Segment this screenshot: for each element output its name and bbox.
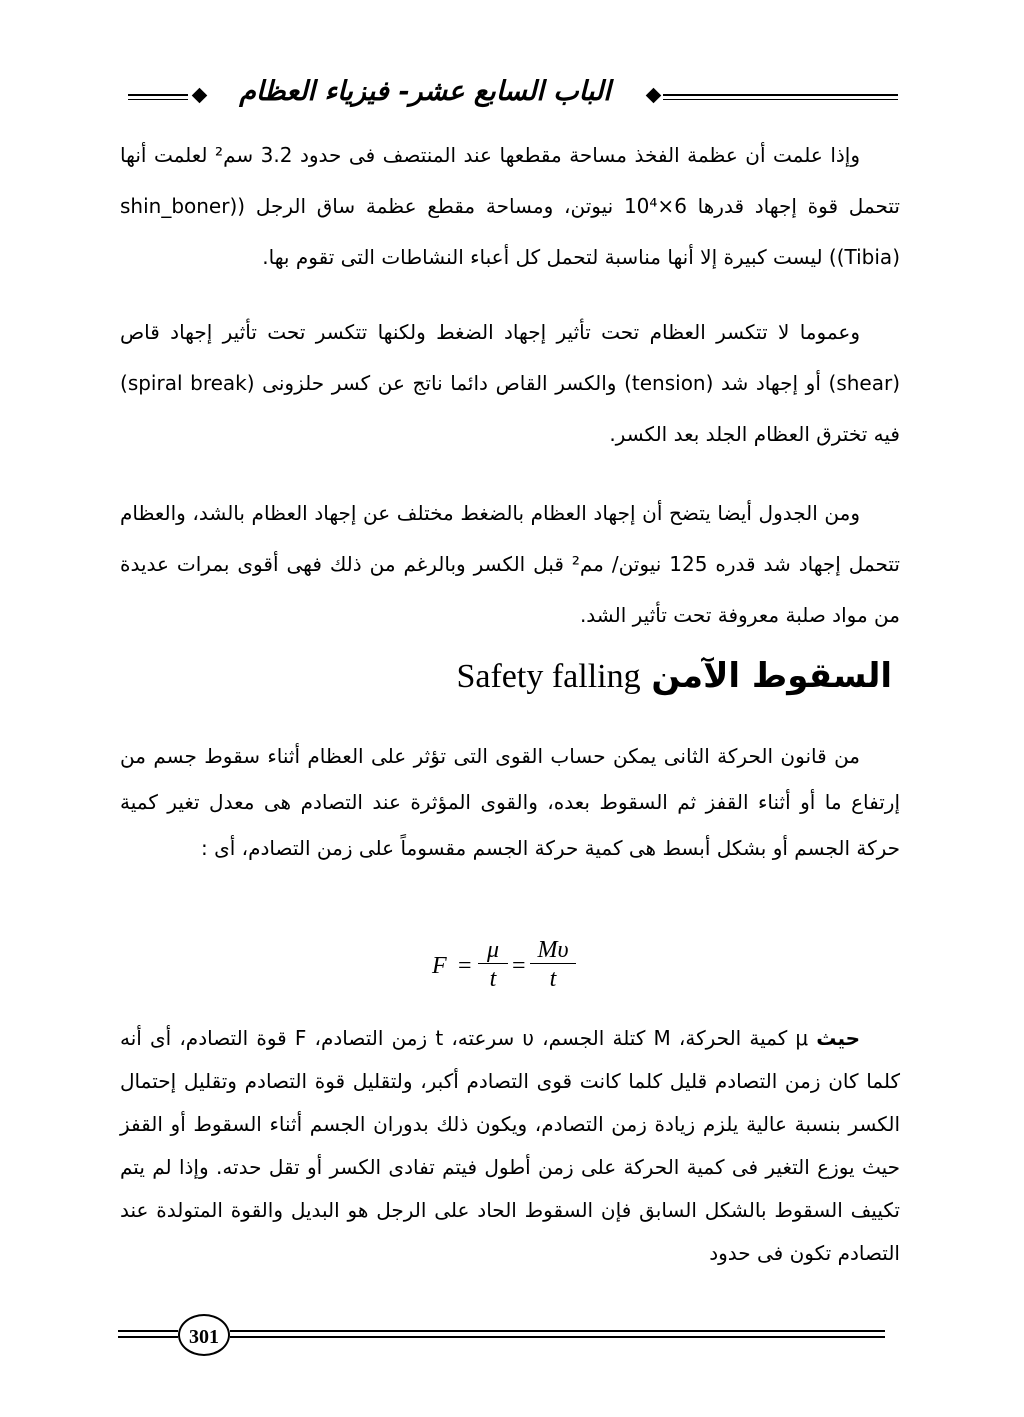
equation-fraction-1	[478, 937, 508, 994]
variables-explanation	[120, 1017, 900, 1275]
paragraph-collision-time	[120, 1017, 900, 1275]
equation-equals-1: =	[458, 953, 472, 979]
equation-lhs: F	[432, 953, 447, 979]
section-heading-arabic: السقوط الآمن	[651, 656, 892, 696]
page-footer	[118, 1312, 888, 1362]
header-rule-left	[128, 94, 188, 100]
equation-fraction-2	[530, 937, 576, 994]
page-number: 301	[178, 1314, 230, 1356]
force-equation	[428, 935, 578, 997]
fraction-2-numerator: Mυ	[530, 937, 576, 964]
fraction-1-denominator: t	[489, 966, 497, 992]
paragraph-collision-body: μ كمية الحركة، M كتلة الجسم، υ سرعته، t زمن التصادم، F قوة التصادم، أى أنه كلما كان زمن التصادم قليل كلما كانت قوى التصادم أكبر، ولتقليل قوة التصادم وتقليل إحتمال الكسر بنسبة عالية يلزم زيادة زمن التصادم، ويكون ذلك بدوران الجسم أثناء السقوط أو القفز حيث يوزع التغير فى كمية الحركة على زمن أطول فيتم تفادى الكسر أو تقل حدته. وإذا لم يتم تكييف السقوط بالشكل السابق فإن السقوط الحاد على الرجل هو البديل والقوة المتولدة عند التصادم تكون فى حدود	[120, 1026, 900, 1265]
footer-rule-right	[230, 1330, 885, 1338]
section-heading-english: Safety falling	[456, 658, 641, 695]
paragraph-femur-strength: وإذا علمت أن عظمة الفخذ مساحة مقطعها عند المنتصف فى حدود 3.2 سم² لعلمت أنها تتحمل قوة إجهاد قدرها 6×10⁴ نيوتن، ومساحة مقطع عظمة ساق الرجل ((shin_boner (Tibia)) ليست كبيرة إلا أنها مناسبة لتحمل كل أعباء النشاطات التى تقوم بها.	[120, 143, 900, 269]
fraction-2-denominator: t	[549, 966, 557, 992]
chapter-title: الباب السابع عشر- فيزياء العظام	[239, 76, 611, 107]
footer-rule-left	[118, 1330, 178, 1338]
paragraph-newton-law: من قانون الحركة الثانى يمكن حساب القوى التى تؤثر على العظام أثناء سقوط جسم من إرتفاع ما أو أثناء القفز ثم السقوط بعده، والقوى المؤثرة عند التصادم هى معدل تغير كمية حركة الجسم أو بشكل أبسط هى كمية حركة الجسم مقسوماً على زمن التصادم، أى :	[120, 744, 900, 860]
page-header	[118, 72, 908, 120]
header-diamond-left	[192, 88, 208, 104]
body-text	[120, 130, 900, 661]
lead-word: حيث	[816, 1026, 861, 1050]
header-diamond-right	[646, 88, 662, 104]
section-heading	[120, 650, 892, 703]
paragraph-fracture-types: وعموما لا تتكسر العظام تحت تأثير إجهاد الضغط ولكنها تتكسر تحت تأثير إجهاد قاص (shear) أو إجهاد شد (tension) والكسر القاص دائما ناتج عن كسر حلزونى (spiral break) فيه تخترق العظام الجلد بعد الكسر.	[120, 320, 901, 446]
fraction-1-numerator: μ	[478, 937, 508, 964]
equation-equals-2: =	[512, 953, 526, 979]
paragraph-tension-stress: ومن الجدول أيضا يتضح أن إجهاد العظام بالضغط مختلف عن إجهاد العظام بالشد، والعظام تتحمل إجهاد شد قدره 125 نيوتن/ مم² قبل الكسر وبالرغم من ذلك فهى أقوى بمرات عديدة من مواد صلبة معروفة تحت تأثير الشد.	[120, 501, 900, 627]
header-rule-right	[663, 94, 898, 100]
section-intro	[120, 733, 900, 871]
